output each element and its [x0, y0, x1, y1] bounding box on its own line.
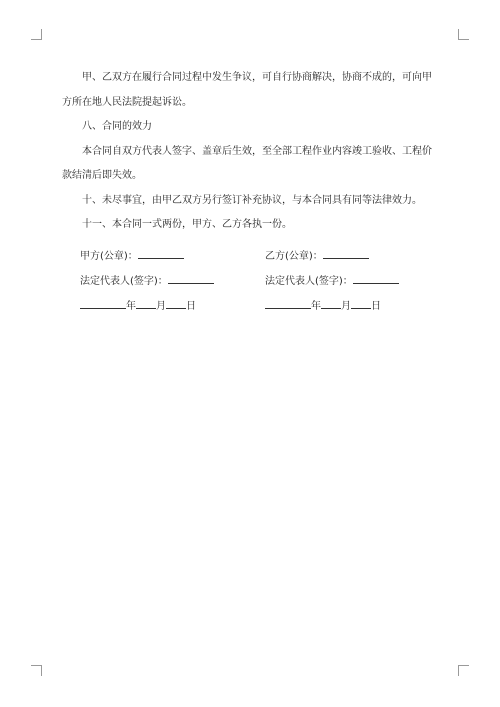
- crop-mark-top-left: [31, 29, 42, 40]
- party-b-seal-blank: [323, 248, 369, 259]
- party-b-date: 年 月 日: [265, 297, 381, 312]
- party-a-year-blank: [80, 298, 126, 309]
- party-b-day-blank: [351, 298, 371, 309]
- party-a-seal: 甲方(公章)：: [80, 247, 184, 262]
- party-b-year-blank: [265, 298, 311, 309]
- party-b-seal: 乙方(公章)：: [265, 247, 369, 262]
- party-b-representative: 法定代表人(签字)：: [265, 272, 399, 287]
- crop-mark-bottom-right: [458, 665, 469, 676]
- party-a-month-blank: [136, 298, 156, 309]
- party-b-month-blank: [321, 298, 341, 309]
- party-a-day-blank: [166, 298, 186, 309]
- validity-clause: 本合同自双方代表人签字、盖章后生效，至全部工程作业内容竣工验收、工程价款结清后即失效。: [62, 145, 432, 181]
- party-a-seal-blank: [138, 248, 184, 259]
- crop-mark-bottom-left: [31, 665, 42, 676]
- party-a-representative: 法定代表人(签字)：: [80, 272, 214, 287]
- representative-row: [80, 272, 420, 286]
- section-heading-validity: 八、合同的效力: [82, 121, 152, 132]
- seal-row: [80, 247, 420, 261]
- dispute-clause: 甲、乙双方在履行合同过程中发生争议，可自行协商解决，协商不成的，可向甲方所在地人民法院提起诉讼。: [62, 72, 432, 108]
- contract-body: [62, 66, 438, 238]
- crop-mark-top-right: [458, 29, 469, 40]
- copies-clause: 十一、本合同一式两份，甲方、乙方各执一份。: [82, 219, 292, 230]
- party-a-date: 年 月 日: [80, 297, 196, 312]
- party-b-rep-blank: [353, 273, 399, 284]
- date-row: [80, 297, 420, 311]
- supplementary-clause: 十、未尽事宜，由甲乙双方另行签订补充协议，与本合同具有同等法律效力。: [82, 194, 422, 206]
- party-a-rep-blank: [168, 273, 214, 284]
